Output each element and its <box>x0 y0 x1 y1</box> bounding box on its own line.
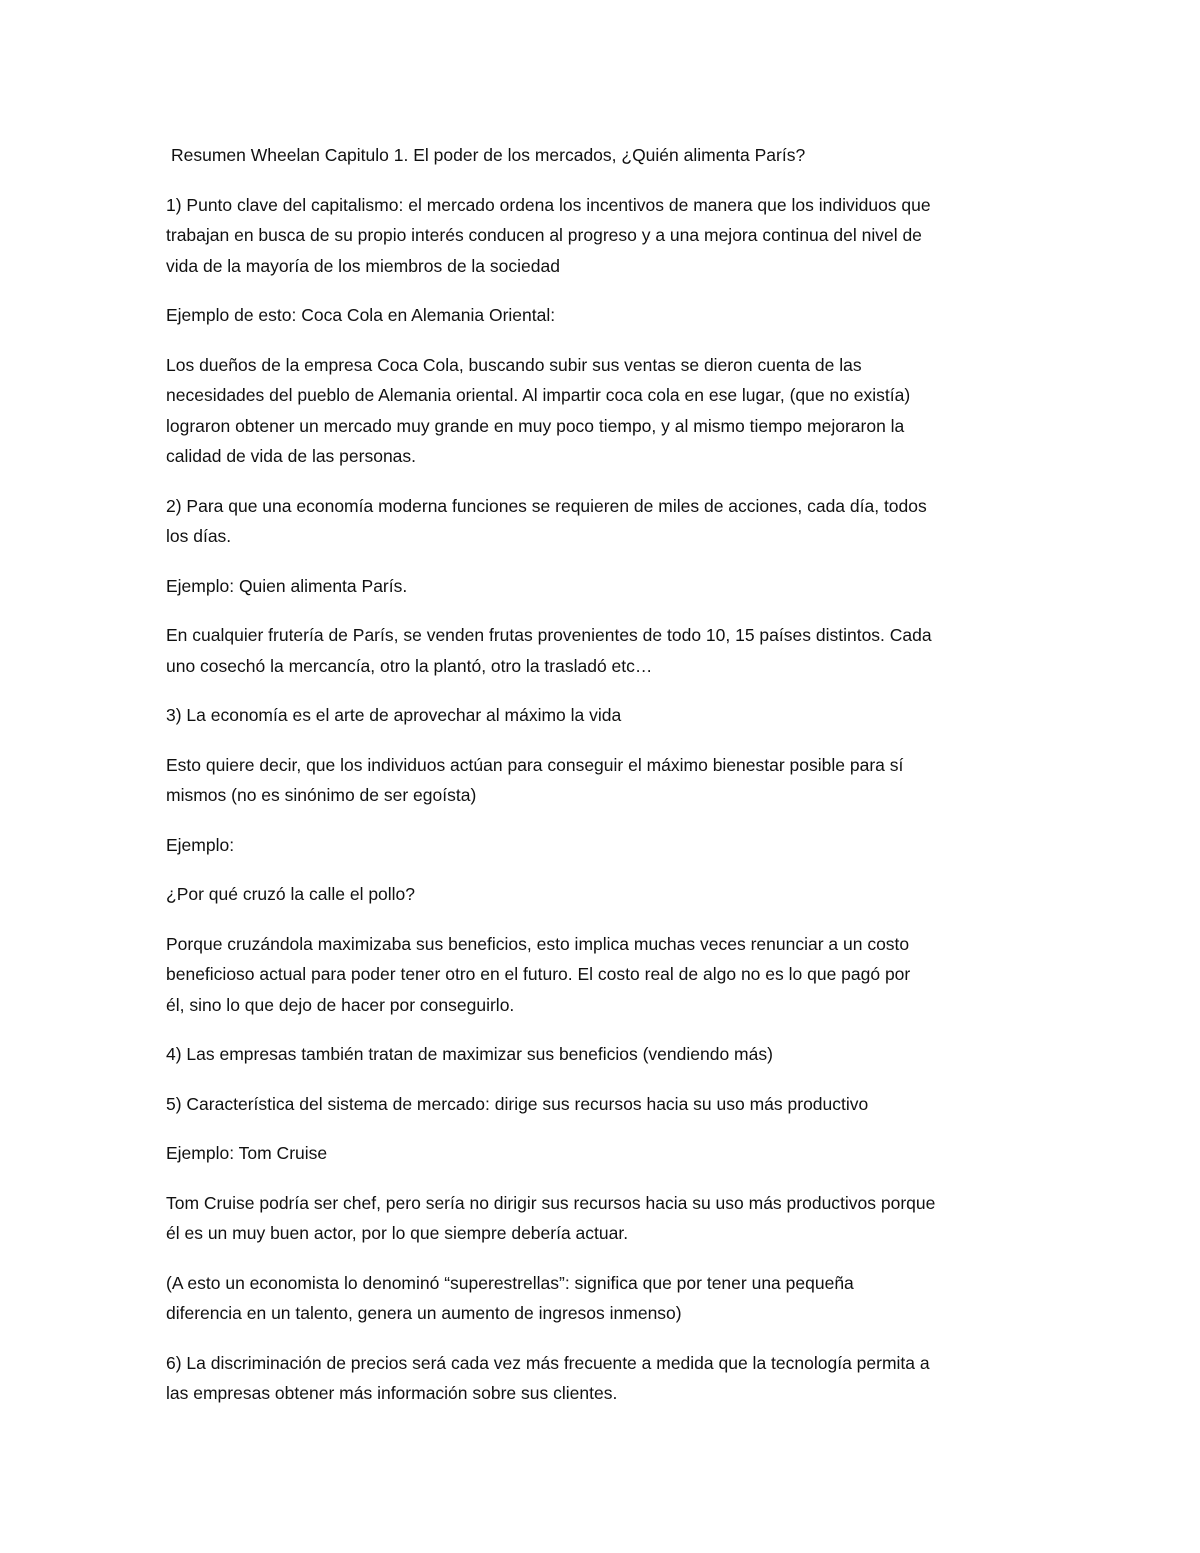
paragraph-list <box>166 190 1046 1409</box>
paragraph <box>166 1138 1046 1169</box>
paragraph <box>166 190 1046 282</box>
paragraph <box>166 830 1046 861</box>
paragraph <box>166 571 1046 602</box>
paragraph-line: 4) Las empresas también tratan de maximizar sus beneficios (vendiendo más) <box>166 1044 773 1064</box>
paragraph-line: En cualquier frutería de París, se venden frutas provenientes de todo 10, 15 países distintos. Cada <box>166 625 932 645</box>
paragraph <box>166 1348 1046 1409</box>
paragraph-line: ¿Por qué cruzó la calle el pollo? <box>166 884 416 904</box>
paragraph-line: 2) Para que una economía moderna funciones se requieren de miles de acciones, cada día, todos <box>166 495 927 516</box>
paragraph-line: Esto quiere decir, que los individuos actúan para conseguir el máximo bienestar posible para sí <box>166 754 904 775</box>
paragraph <box>166 1268 1046 1329</box>
paragraph <box>166 1188 1046 1249</box>
paragraph-line: necesidades del pueblo de Alemania oriental. Al impartir coca cola en ese lugar, (que no existía) <box>166 385 911 405</box>
paragraph-line: (A esto un economista lo denominó “superestrellas”: significa que por tener una pequeña <box>166 1272 854 1293</box>
paragraph <box>166 700 1046 731</box>
paragraph <box>166 620 1046 681</box>
paragraph-line: beneficioso actual para poder tener otro en el futuro. El costo real de algo no es lo que pagó por <box>166 964 911 984</box>
paragraph-line: trabajan en busca de su propio interés conducen al progreso y a una mejora continua del nivel de <box>166 225 922 245</box>
paragraph-line: 6) La discriminación de precios será cada vez más frecuente a medida que la tecnología permita a <box>166 1352 930 1373</box>
paragraph <box>166 879 1046 910</box>
paragraph-line: vida de la mayoría de los miembros de la sociedad <box>166 255 560 276</box>
paragraph <box>166 1039 1046 1070</box>
paragraph-line: Ejemplo de esto: Coca Cola en Alemania Oriental: <box>166 305 556 325</box>
paragraph-line: 5) Característica del sistema de mercado: dirige sus recursos hacia su uso más productivo <box>166 1093 869 1114</box>
paragraph <box>166 1089 1046 1120</box>
paragraph-line: Tom Cruise podría ser chef, pero sería no dirigir sus recursos hacia su uso más productivos porque <box>166 1192 936 1213</box>
paragraph <box>166 750 1046 811</box>
paragraph-line: Ejemplo: <box>166 834 235 855</box>
paragraph-line: Ejemplo: Quien alimenta París. <box>166 575 408 596</box>
paragraph <box>166 300 1046 331</box>
document-title: Resumen Wheelan Capitulo 1. El poder de los mercados, ¿Quién alimenta París? <box>171 145 806 165</box>
paragraph-line: Los dueños de la empresa Coca Cola, buscando subir sus ventas se dieron cuenta de las <box>166 354 862 375</box>
paragraph-line: él, sino lo que dejo de hacer por conseguirlo. <box>166 994 515 1015</box>
paragraph-line: calidad de vida de las personas. <box>166 446 417 466</box>
paragraph-line: Porque cruzándola maximizaba sus beneficios, esto implica muchas veces renunciar a un costo <box>166 933 910 954</box>
document-body <box>166 140 1046 1428</box>
paragraph <box>166 929 1046 1021</box>
paragraph-line: lograron obtener un mercado muy grande en muy poco tiempo, y al mismo tiempo mejoraron la <box>166 415 905 436</box>
paragraph-line: 3) La economía es el arte de aprovechar al máximo la vida <box>166 705 622 725</box>
paragraph-line: él es un muy buen actor, por lo que siempre debería actuar. <box>166 1223 629 1243</box>
paragraph-line: uno cosechó la mercancía, otro la plantó, otro la trasladó etc… <box>166 655 653 676</box>
paragraph <box>166 350 1046 472</box>
paragraph-line: las empresas obtener más información sobre sus clientes. <box>166 1383 618 1403</box>
paragraph-line: los días. <box>166 526 232 546</box>
paragraph-line: mismos (no es sinónimo de ser egoísta) <box>166 785 477 805</box>
paragraph <box>166 491 1046 552</box>
paragraph-line: 1) Punto clave del capitalismo: el mercado ordena los incentivos de manera que los individuos que <box>166 194 931 215</box>
paragraph-line: Ejemplo: Tom Cruise <box>166 1143 328 1163</box>
paragraph-line: diferencia en un talento, genera un aumento de ingresos inmenso) <box>166 1303 682 1323</box>
